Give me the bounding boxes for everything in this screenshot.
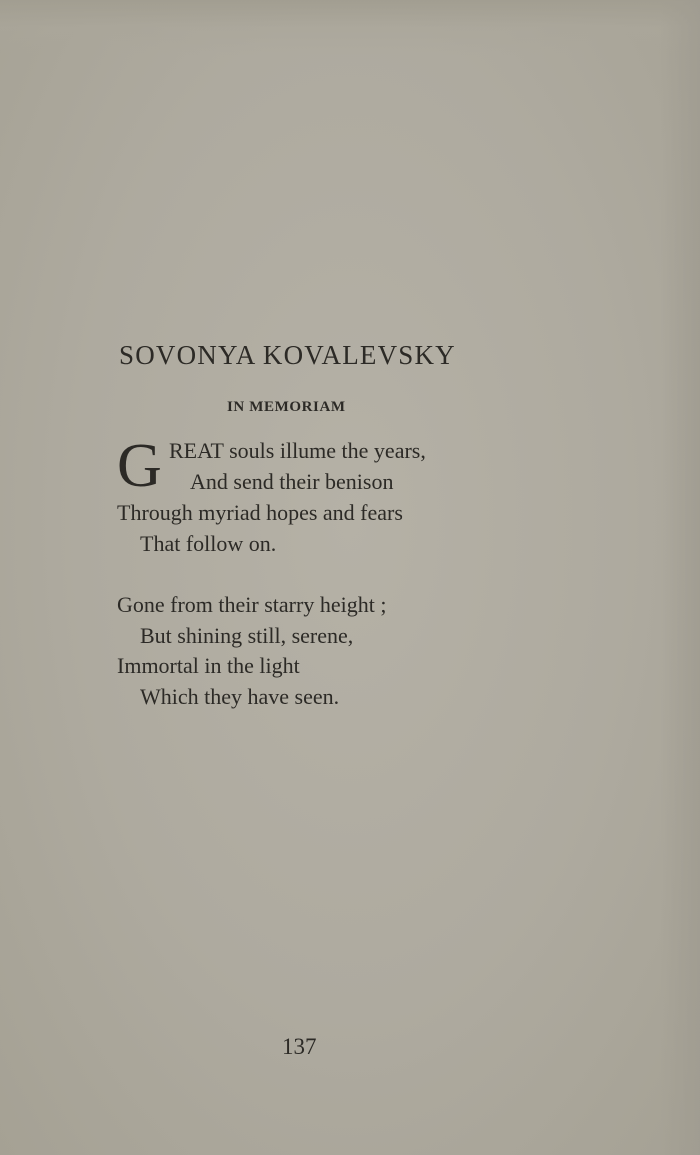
stanza-1-line-4: That follow on. [140,531,277,556]
stanza-2-line-2: But shining still, serene, [140,623,354,648]
page-right-shadow [660,0,700,1155]
poem-subtitle: IN MEMORIAM [227,399,346,415]
stanza-2-line-4: Which they have seen. [140,684,340,709]
stanza-1-line-2: And send their benison [190,469,394,494]
stanza-2-line-3: Immortal in the light [117,653,300,678]
stanza-1-line-3: Through myriad hopes and fears [117,500,403,525]
page-number: 137 [282,1034,317,1059]
page-top-shadow [0,0,700,55]
stanza-1-line-1: REAT souls illume the years, [169,438,426,463]
poem-title: SOVONYA KOVALEVSKY [119,340,456,370]
drop-cap-letter: G [117,432,162,500]
stanza-2-line-1: Gone from their starry height ; [117,592,387,617]
